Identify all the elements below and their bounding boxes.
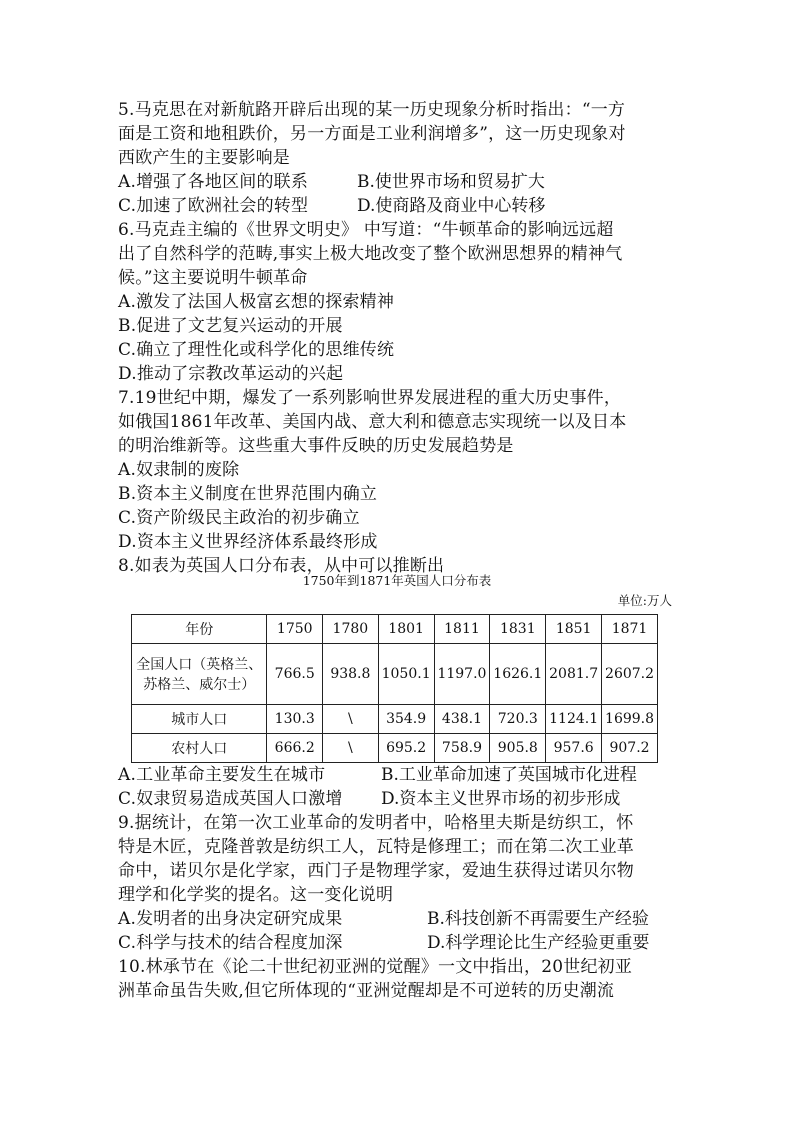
- q6-line-3: 候。”这主要说明牛顿革命: [118, 268, 308, 288]
- q6-line-1: 6.马克垚主编的《世界文明史》 中写道：“牛顿革命的影响远远超: [118, 220, 614, 240]
- q9-option-d: D.科学理论比生产经验更重要: [427, 933, 650, 953]
- q10-line-2: 洲革命虽告失败,但它所体现的“亚洲觉醒却是不可逆转的历史潮流: [118, 981, 615, 1001]
- q9-line-4: 理学和化学奖的提名。这一变化说明: [118, 885, 394, 905]
- table-header-cell: 1851: [546, 615, 602, 644]
- table-header-cell: 1780: [323, 615, 379, 644]
- table-row-label: 农村人口: [132, 734, 267, 763]
- table-header-cell: 1811: [434, 615, 490, 644]
- table-cell: 2081.7: [546, 644, 602, 705]
- table-row: [132, 734, 658, 763]
- table-cell: 2607.2: [602, 644, 658, 705]
- q9-option-a: A.发明者的出身决定研究成果: [118, 909, 343, 929]
- table-cell: 905.8: [490, 734, 546, 763]
- q6-option-c: C.确立了理性化或科学化的思维传统: [118, 340, 395, 360]
- table-cell: 130.3: [267, 705, 323, 734]
- q9-option-c: C.科学与技术的结合程度加深: [118, 933, 343, 953]
- table-header-year: 年份: [132, 615, 267, 644]
- q7-option-d: D.资本主义世界经济体系最终形成: [118, 532, 378, 552]
- q7-line-1: 7.19世纪中期，爆发了一系列影响世界发展进程的重大历史事件，: [118, 388, 622, 408]
- table-header-row: [132, 615, 658, 644]
- table-cell: 354.9: [378, 705, 434, 734]
- q8-option-b: B.工业革命加速了英国城市化进程: [381, 765, 637, 785]
- q5-line-2: 面是工资和地租跌价，另一方面是工业利润增多”，这一历史现象对: [118, 124, 626, 144]
- q9-line-1: 9.据统计，在第一次工业革命的发明者中，哈格里夫斯是纺织工，怀: [118, 813, 634, 833]
- table-row-label-line: 全国人口（英格兰、: [136, 657, 263, 673]
- q7-option-a: A.奴隶制的废除: [118, 460, 240, 480]
- table-cell: 695.2: [378, 734, 434, 763]
- q6-option-a: A.激发了法国人极富玄想的探索精神: [118, 292, 395, 312]
- table-cell: 1699.8: [602, 705, 658, 734]
- q6-line-2: 出了自然科学的范畴,事实上极大地改变了整个欧洲思想界的精神气: [118, 244, 623, 264]
- table-caption: 1750年到1871年英国人口分布表: [302, 573, 492, 588]
- q7-line-3: 的明治维新等。这些重大事件反映的历史发展趋势是: [118, 436, 514, 456]
- table-cell: 907.2: [602, 734, 658, 763]
- table-row: [132, 644, 658, 705]
- table-cell: 1197.0: [434, 644, 490, 705]
- table-cell: 938.8: [323, 644, 379, 705]
- q5-line-3: 西欧产生的主要影响是: [118, 148, 290, 168]
- q8-option-c: C.奴隶贸易造成英国人口激增: [118, 789, 343, 809]
- q8-option-d: D.资本主义世界市场的初步形成: [381, 789, 621, 809]
- table-row-label: [132, 644, 267, 705]
- table-cell: \: [323, 734, 379, 763]
- q6-option-b: B.促进了文艺复兴运动的开展: [118, 316, 343, 336]
- table-row-label: 城市人口: [132, 705, 267, 734]
- q7-option-c: C.资产阶级民主政治的初步确立: [118, 508, 360, 528]
- population-table: [131, 614, 658, 763]
- table-cell: 1050.1: [378, 644, 434, 705]
- table-cell: 957.6: [546, 734, 602, 763]
- q5-line-1: 5.马克思在对新航路开辟后出现的某一历史现象分析时指出：“一方: [118, 100, 626, 120]
- q8-option-a: A.工业革命主要发生在城市: [118, 765, 326, 785]
- q5-option-c: C.加速了欧洲社会的转型: [118, 196, 309, 216]
- table-unit: 单位:万人: [617, 593, 672, 608]
- table-cell: 438.1: [434, 705, 490, 734]
- q5-option-a: A.增强了各地区间的联系: [118, 172, 309, 192]
- q10-line-1: 10.林承节在《论二十世纪初亚洲的觉醒》一文中指出，20世纪初亚: [118, 957, 633, 977]
- table-cell: 666.2: [267, 734, 323, 763]
- table-row-label-line: 苏格兰、威尔士）: [143, 677, 256, 693]
- table-row: [132, 705, 658, 734]
- table-cell: 1124.1: [546, 705, 602, 734]
- table-cell: \: [323, 705, 379, 734]
- q6-option-d: D.推动了宗教改革运动的兴起: [118, 364, 344, 384]
- q9-line-3: 命中，诺贝尔是化学家，西门子是物理学家，爱迪生获得过诺贝尔物: [118, 861, 634, 881]
- q7-option-b: B.资本主义制度在世界范围内确立: [118, 484, 378, 504]
- q9-option-b: B.科技创新不再需要生产经验: [427, 909, 649, 929]
- table-cell: 720.3: [490, 705, 546, 734]
- table-header-cell: 1801: [378, 615, 434, 644]
- q9-line-2: 特是木匠，克隆普敦是纺织工人，瓦特是修理工；而在第二次工业革: [118, 837, 634, 857]
- table-cell: 766.5: [267, 644, 323, 705]
- table-cell: 758.9: [434, 734, 490, 763]
- table-cell: 1626.1: [490, 644, 546, 705]
- q5-option-d: D.使商路及商业中心转移: [357, 196, 546, 216]
- q8-line-1: 8.如表为英国人口分布表，从中可以推断出: [118, 556, 445, 576]
- q7-line-2: 如俄国1861年改革、美国内战、意大利和德意志实现统一以及日本: [118, 412, 627, 432]
- table-header-cell: 1871: [602, 615, 658, 644]
- q5-option-b: B.使世界市场和贸易扩大: [357, 172, 545, 192]
- table-header-cell: 1831: [490, 615, 546, 644]
- table-header-cell: 1750: [267, 615, 323, 644]
